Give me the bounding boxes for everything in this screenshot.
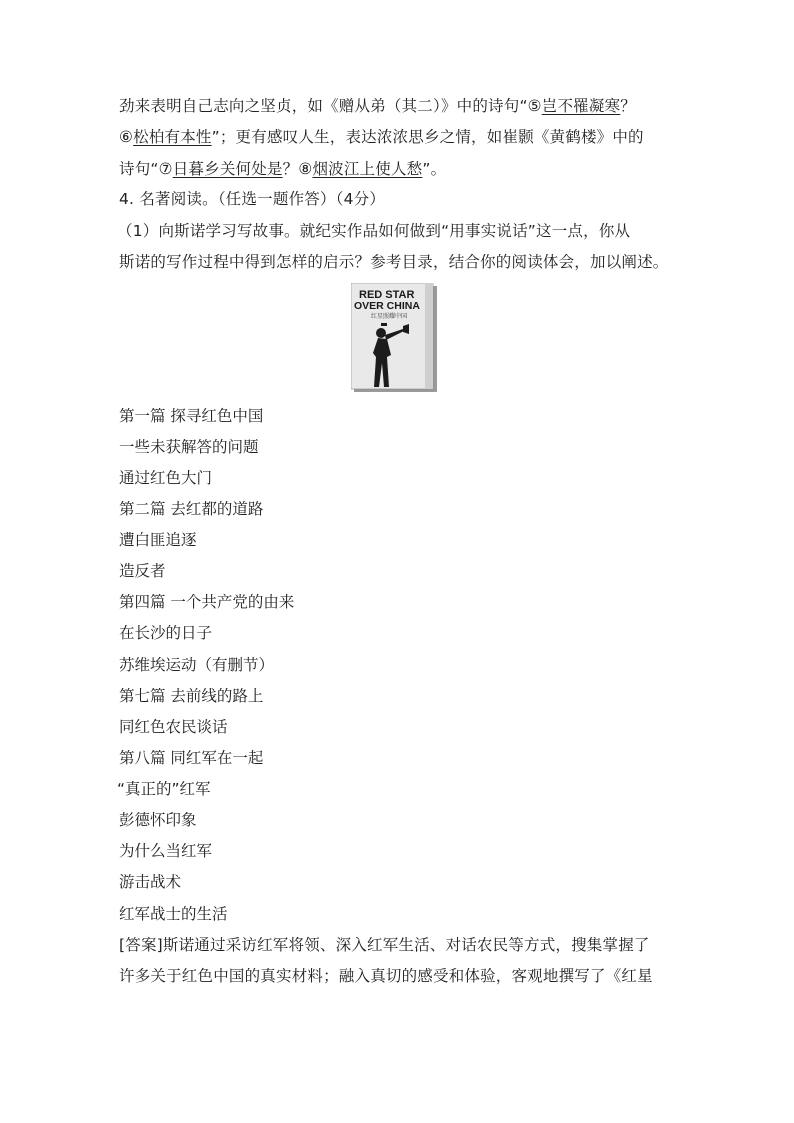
toc-item: 第一篇 探寻红色中国 bbox=[119, 407, 264, 425]
text: 诗句“⑦ bbox=[119, 160, 173, 178]
text: ⑥ bbox=[119, 128, 134, 146]
question-4-sub-2: 斯诺的写作过程中得到怎样的启示？参考目录，结合你的阅读体会，加以阐述。 bbox=[119, 253, 669, 271]
cover-title-en-2: OVER CHINA bbox=[354, 300, 420, 312]
toc-item: 为什么当红军 bbox=[119, 842, 213, 860]
cover-title-cn: 红星照耀中国 bbox=[371, 313, 408, 320]
text: ？ bbox=[620, 97, 636, 115]
book-cover-image bbox=[351, 283, 439, 393]
answer-8: 烟波江上使人愁 bbox=[312, 160, 423, 178]
toc-item: 同红色农民谈话 bbox=[119, 718, 228, 736]
poem-line-3 bbox=[119, 159, 446, 179]
toc-item: 苏维埃运动（有删节） bbox=[119, 656, 275, 674]
toc-item: 红军战士的生活 bbox=[119, 905, 228, 923]
toc-item: 彭德怀印象 bbox=[119, 811, 197, 829]
question-4-title: 4. 名著阅读。（任选一题作答）（4分） bbox=[119, 190, 386, 208]
toc-item: 第四篇 一个共产党的由来 bbox=[119, 593, 295, 611]
toc-item: 造反者 bbox=[119, 562, 166, 580]
text: ”；更有感叹人生，表达浓浓思乡之情，如崔颢《黄鹤楼》中的 bbox=[211, 128, 644, 146]
answer-5: 岂不罹凝寒 bbox=[541, 97, 621, 115]
toc-item: 通过红色大门 bbox=[119, 469, 213, 487]
text: 劲来表明自己志向之坚贞，如《赠从弟（其二）》中的诗句“⑤ bbox=[119, 97, 542, 115]
toc-item: 第七篇 去前线的路上 bbox=[119, 687, 264, 705]
answer-7: 日暮乡关何处是 bbox=[172, 160, 283, 178]
text: ？⑧ bbox=[282, 160, 313, 178]
poem-line-2 bbox=[119, 127, 644, 147]
toc-item: “真正的”红军 bbox=[117, 780, 211, 798]
question-4-sub-1: （1）向斯诺学习写故事。就纪实作品如何做到“用事实说话”这一点，你从 bbox=[117, 222, 631, 240]
answer-line-1: [答案]斯诺通过采访红军将领、深入红军生活、对话农民等方式，搜集掌握了 bbox=[119, 936, 650, 954]
answer-line-2: 许多关于红色中国的真实材料；融入真切的感受和体验，客观地撰写了《红星 bbox=[119, 967, 653, 985]
cover-title-en-1: RED STAR bbox=[359, 289, 415, 301]
toc-item: 在长沙的日子 bbox=[119, 624, 213, 642]
toc-item: 第二篇 去红都的道路 bbox=[119, 500, 264, 518]
toc-item: 遭白匪追逐 bbox=[119, 531, 197, 549]
toc-item: 第八篇 同红军在一起 bbox=[119, 749, 264, 767]
answer-6: 松柏有本性 bbox=[133, 128, 212, 146]
poem-line-1 bbox=[119, 96, 636, 116]
toc-item: 游击战术 bbox=[119, 873, 182, 891]
text: ”。 bbox=[422, 160, 447, 178]
toc-item: 一些未获解答的问题 bbox=[119, 438, 259, 456]
